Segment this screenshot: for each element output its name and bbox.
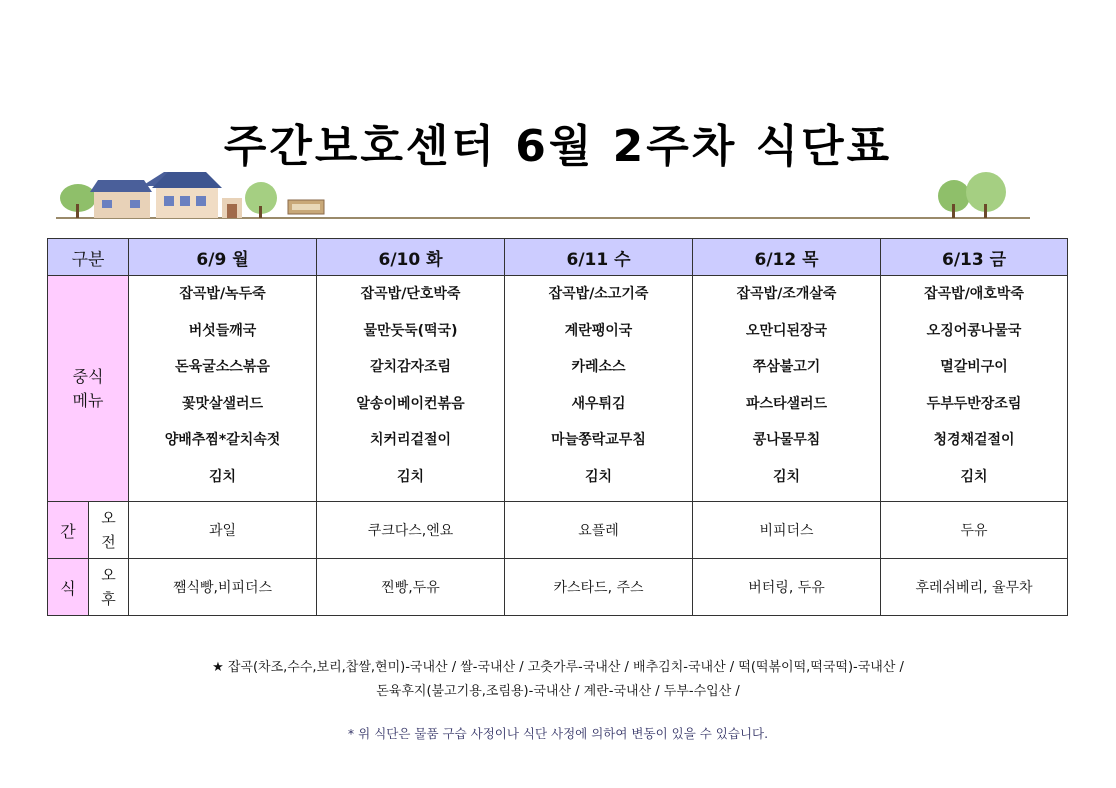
lunch-cell-thu [693,276,881,502]
snack-am-cell: 요플레 [505,502,693,559]
snack-pm-cell: 버터링, 두유 [693,559,881,616]
dish: 카레소스 [571,359,626,375]
dish: 콩나물무침 [752,432,821,448]
snack-am-cell: 두유 [881,502,1068,559]
dish: 계란팽이국 [564,322,633,339]
dish: 꽃맛살샐러드 [181,395,264,412]
snack-label-bottom: 식 [48,559,89,616]
lunch-label [48,276,129,502]
lunch-cell-fri [881,276,1068,502]
dish: 잡곡밥/조개살죽 [736,286,837,302]
dish: 갈치감자조림 [369,359,452,375]
dish: 잡곡밥/애호박죽 [924,286,1024,302]
header-day: 6/9 월 [129,239,317,276]
snack-am-cell: 비피더스 [693,502,881,559]
dish: 돈육굴소스볶음 [175,359,270,375]
dish: 멸갈비구이 [940,359,1008,375]
dish: 청경채겉절이 [933,432,1015,448]
lunch-label-line: 메뉴 [72,390,104,410]
lunch-label-line: 중식 [72,366,104,386]
snack-pm-row [48,559,1068,616]
house-banner-illustration [56,168,1030,222]
snack-am-label-line: 전 [101,533,116,551]
snack-am-label-line: 오 [101,509,116,527]
dish: 버섯들깨국 [188,322,257,339]
header-day: 6/10 화 [317,239,505,276]
dish: 쭈삼불고기 [752,359,821,375]
dish: 알송이베이컨볶음 [356,395,465,412]
dish: 김치 [208,468,237,485]
snack-label-top: 간 [48,502,89,559]
header-day: 6/12 목 [693,239,881,276]
dish: 양배추찜*갈치속젓 [164,432,281,448]
dish: 김치 [960,468,988,485]
origin-note-line-1: ★ 잡곡(차조,수수,보리,찹쌀,현미)-국내산 / 쌀-국내산 / 고춧가루-국내산 / 배추김치-국내산 / 떡(떡볶이떡,떡국떡)-국내산 / [212,660,904,675]
dish: 파스타샐러드 [745,395,828,412]
snack-pm-label [89,559,129,616]
lunch-cell-wed [505,276,693,502]
dish: 잡곡밥/단호박죽 [360,286,461,302]
snack-pm-cell: 쨈식빵,비피더스 [129,559,317,616]
dish: 김치 [772,468,801,485]
snack-pm-label-line: 후 [101,590,116,608]
dish: 두부두반장조림 [926,395,1022,412]
snack-pm-cell: 후레쉬베리, 율무차 [881,559,1068,616]
snack-am-cell: 과일 [129,502,317,559]
change-notice: * 위 식단은 물품 구습 사정이나 식단 사정에 의하여 변동이 있을 수 있습니다. [347,726,769,741]
origin-note-line-2: 돈육후지(불고기용,조림용)-국내산 / 계란-국내산 / 두부-수입산 / [376,684,740,699]
lunch-cell-mon [129,276,317,502]
meal-plan-table [47,238,1068,616]
dish: 마늘쫑락교무침 [551,432,646,448]
snack-am-row [48,502,1068,559]
dish: 오만디된장국 [745,322,828,339]
dish: 잡곡밥/소고기죽 [548,286,649,302]
table-header-row [48,239,1068,276]
dish: 잡곡밥/녹두죽 [179,286,266,302]
snack-pm-cell: 찐빵,두유 [317,559,505,616]
dish: 오징어콩나물국 [926,322,1022,339]
snack-am-cell: 쿠크다스,엔요 [317,502,505,559]
snack-pm-label-line: 오 [101,566,116,584]
dish: 새우튀김 [571,395,626,412]
snack-am-label [89,502,129,559]
lunch-row [48,276,1068,502]
dish: 김치 [396,468,425,485]
dish: 치커리겉절이 [369,432,452,448]
dish: 물만둣둑(떡국) [363,322,458,339]
lunch-cell-tue [317,276,505,502]
dish: 김치 [584,468,613,485]
snack-pm-cell: 카스타드, 주스 [505,559,693,616]
header-day: 6/11 수 [505,239,693,276]
header-gubun: 구분 [48,239,129,276]
page-title: 주간보호센터 6월 2주차 식단표 [223,121,893,172]
header-day: 6/13 금 [881,239,1068,276]
